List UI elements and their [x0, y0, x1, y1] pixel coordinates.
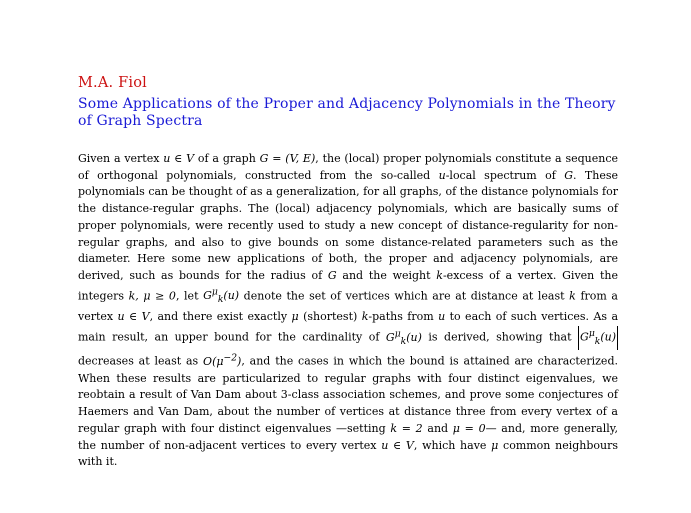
abstract: [78, 151, 618, 471]
math-superscript: μ: [211, 286, 218, 298]
math-inline: u ∈ V: [163, 152, 195, 165]
math-symbol: O: [203, 355, 213, 369]
math-symbol: G: [580, 330, 589, 344]
math-inline: k: [436, 268, 443, 282]
abstract-text: , and the cases in which the bound is attained are characterized. When these results are particularized to regular graphs with four distinct eigenvalues, we reobtain a result of Van Dam about 3-class association schemes, and prove some conjectures of Haemers and Van Dam, about the number of vertices at distance three from every vertex of a regular graph with four distinct eigenvalues —setting: [78, 355, 618, 435]
abstract-text: -paths from: [368, 310, 439, 324]
math-superscript: μ: [588, 327, 595, 339]
math-inline: k = 2: [390, 421, 423, 435]
math-argument: (u): [406, 330, 422, 344]
math-inline: u: [438, 310, 446, 324]
author-name: M.A. Fiol: [78, 75, 148, 91]
math-inline: [203, 352, 242, 369]
math-inline: μ: [291, 310, 299, 324]
abstract-text: to each of such vertices. As a main result, an upper bound for the cardinality of: [78, 310, 619, 344]
math-inline: u ∈ V: [381, 438, 414, 452]
abstract-text: from a vertex: [78, 289, 618, 324]
math-subscript: k: [400, 335, 407, 347]
abstract-text: is derived, showing that: [421, 330, 579, 344]
math-subscript: k: [217, 294, 224, 306]
math-inline: u: [438, 168, 446, 182]
abstract-text: and the weight: [336, 268, 437, 282]
abstract-text: and: [422, 421, 453, 435]
math-superscript: −2: [223, 352, 238, 364]
abstract-text: -local spectrum of: [445, 168, 565, 182]
math-inline: [385, 327, 422, 347]
math-symbol: G: [203, 289, 212, 303]
math-argument: (u): [223, 289, 240, 303]
abstract-text: Given a vertex: [78, 152, 164, 165]
math-inline: u ∈ V: [117, 310, 150, 324]
math-argument: (u): [600, 330, 616, 344]
math-inline: G: [327, 268, 337, 282]
abstract-text: of a graph: [194, 152, 260, 165]
abstract-paragraph: [78, 151, 618, 471]
math-argument: ): [237, 355, 242, 369]
math-inline: μ: [491, 438, 499, 452]
math-superscript: μ: [394, 327, 401, 339]
paper-title: Some Applications of the Proper and Adjacency Polynomials in the Theory of Graph Spectra: [78, 96, 616, 129]
math-inline: k: [361, 310, 369, 324]
math-inline: k, μ ≥ 0: [128, 289, 176, 303]
abstract-text: , which have: [413, 438, 492, 452]
math-inline: [203, 286, 240, 306]
abstract-text: denote the set of vertices which are at distance at least: [239, 289, 570, 303]
abstract-text: decreases at least as: [78, 355, 204, 369]
math-inline: μ = 0: [452, 421, 486, 435]
abstract-text: , let: [175, 289, 204, 303]
math-inline: G: [564, 168, 574, 182]
math-cardinality: [578, 326, 618, 351]
abstract-text: . These polynomials can be thought of as a generalization, for all graphs, of the distance polynomials for the distance-regular graphs. The (local) adjacency polynomials, which are basically sums of proper polynomials, were recently used to study a new concept of distance-regularity for non-regular graphs, and also to give bounds on some distance-related parameters such as the diameter. Here some new applications of both, the proper and adjacency polynomials, are derived, such as bounds for the radius of: [78, 168, 618, 282]
math-inline: k: [569, 289, 576, 303]
abstract-text: (shortest): [298, 310, 362, 324]
math-argument: (μ: [212, 355, 224, 369]
math-subscript: k: [594, 335, 601, 347]
abstract-text: common neighbours with it.: [78, 438, 618, 469]
math-inline: G = (V, E): [259, 152, 316, 165]
abstract-text: — and, more generally, the number of non-adjacent vertices to every vertex: [78, 421, 618, 452]
abstract-text: -excess of a vertex. Given the integers: [78, 268, 618, 303]
math-symbol: G: [385, 330, 395, 344]
abstract-text: , the (local) proper polynomials constitute a sequence of orthogonal polynomials, constructed from the so-called: [78, 152, 618, 182]
abstract-text: , and there exist exactly: [149, 310, 292, 324]
